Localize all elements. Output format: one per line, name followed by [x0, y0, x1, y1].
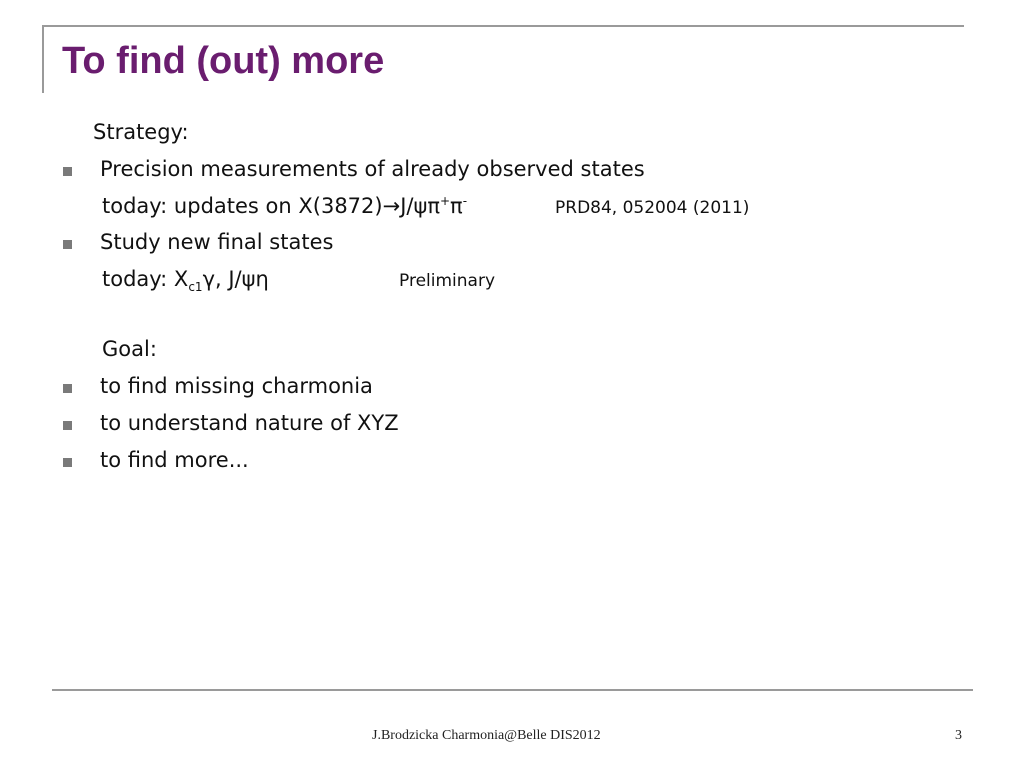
bullet-square-icon	[63, 240, 72, 249]
bullet-square-icon	[63, 384, 72, 393]
reference-citation: PRD84, 052004 (2011)	[555, 198, 750, 218]
strategy-item-new-states: Study new final states	[100, 230, 334, 254]
top-rule	[42, 25, 964, 27]
pion-symbol: π	[450, 194, 463, 218]
goal-heading: Goal:	[102, 337, 157, 361]
goal-item: to understand nature of XYZ	[100, 411, 399, 435]
bottom-rule	[52, 689, 973, 691]
bullet-square-icon	[63, 421, 72, 430]
charge-minus: -	[462, 194, 468, 208]
bullet-square-icon	[63, 167, 72, 176]
goal-item: to find missing charmonia	[100, 374, 373, 398]
arrow-glyph: →	[382, 194, 401, 218]
preliminary-note: Preliminary	[399, 271, 495, 291]
detail-prefix: today: X	[102, 267, 189, 291]
slide-title: To find (out) more	[62, 40, 385, 82]
footer-text: J.Brodzicka Charmonia@Belle DIS2012	[372, 728, 601, 743]
strategy-item-precision: Precision measurements of already observed states	[100, 157, 645, 181]
subscript-c1: c1	[188, 280, 203, 295]
final-states: γ, J/ψη	[202, 267, 269, 291]
goal-item: to find more...	[100, 448, 249, 472]
left-rule	[42, 25, 44, 93]
bullet-square-icon	[63, 458, 72, 467]
strategy-item-precision-detail	[102, 193, 467, 219]
page-number: 3	[955, 728, 962, 743]
detail-prefix: today: updates on X(3872)	[102, 194, 383, 218]
charge-plus: +	[439, 194, 451, 208]
decay-products: J/ψπ	[400, 194, 440, 218]
strategy-item-new-states-detail	[102, 266, 269, 295]
strategy-heading: Strategy:	[93, 120, 189, 144]
